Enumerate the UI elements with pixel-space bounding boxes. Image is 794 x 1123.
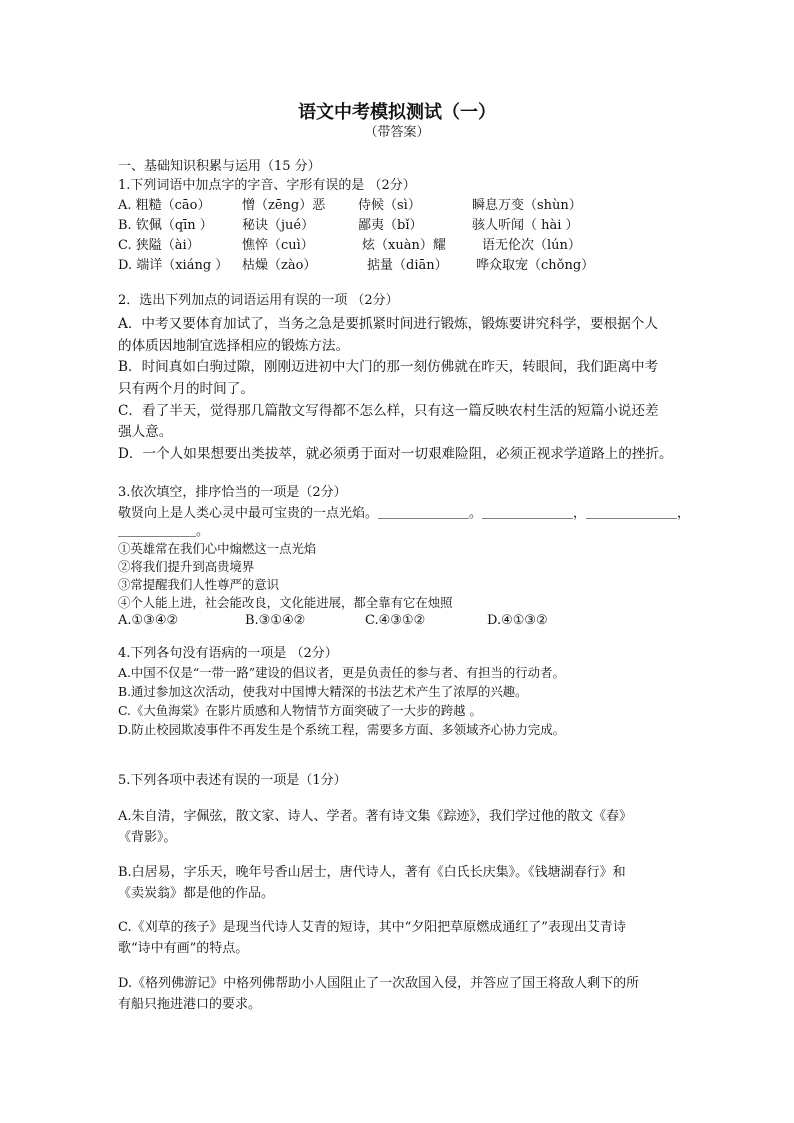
question-5-stem: 5.下列各项中表述有误的一项是（1分） bbox=[118, 773, 347, 788]
question-4-stem: 4.下列各句没有语病的一项是 （2分） bbox=[118, 646, 338, 661]
question-4-line: C.《大鱼海棠》在影片质感和人物情节方面突破了一大步的跨越 。 bbox=[118, 703, 482, 718]
question-5-option-d: 有船只拖进港口的要求。 bbox=[118, 997, 262, 1012]
question-3-blank-line: ＿＿＿＿＿＿。 bbox=[118, 524, 210, 539]
option-cell: 哗众取宠（chǒng） bbox=[476, 258, 595, 273]
question-2-line: 只有两个月的时间了。 bbox=[118, 381, 254, 397]
option-cell: 瞬息万变（shùn） bbox=[472, 198, 582, 213]
page-title: 语文中考模拟测试（一） bbox=[298, 102, 496, 123]
option-b: B.③①④② bbox=[245, 613, 306, 628]
question-3-item: ④个人能上进，社会能改良，文化能进展，都全靠有它在烛照 bbox=[118, 595, 453, 610]
question-2-stem: 2．选出下列加点的词语运用有误的一项 （2分） bbox=[118, 293, 399, 308]
question-5-option-c: 歌“诗中有画”的特点。 bbox=[118, 941, 249, 956]
page-subtitle: （带答案） bbox=[364, 125, 430, 140]
question-3-item: ②将我们提升到高贵境界 bbox=[118, 559, 255, 574]
option-cell: 炫（xuàn）耀 bbox=[362, 238, 446, 253]
option-cell: 骇人听闻（ hài ） bbox=[472, 218, 579, 233]
question-5-option-b: 《卖炭翁》都是他的作品。 bbox=[118, 886, 275, 901]
option-cell: 枯燥（zào） bbox=[242, 258, 317, 273]
option-cell: 憔悴（cuì） bbox=[242, 238, 314, 253]
option-cell: 语无伦次（lún） bbox=[482, 238, 581, 253]
option-cell: C. 狭隘（ài） bbox=[118, 238, 200, 253]
option-cell: 秘诀（jué） bbox=[242, 218, 315, 233]
question-5-option-a: A.朱自清，字佩弦，散文家、诗人、学者。著有诗文集《踪迹》，我们学过他的散文《春》 bbox=[118, 809, 633, 824]
question-3-item: ③常提醒我们人性尊严的意识 bbox=[118, 577, 280, 592]
option-a: A.①③④② bbox=[118, 613, 179, 628]
option-cell: D. 端详（xiáng ） bbox=[118, 258, 229, 273]
question-2-line: B．时间真如白驹过隙，刚刚迈进初中大门的那一刻仿佛就在昨天，转眼间，我们距离中考 bbox=[118, 359, 659, 375]
option-cell: 掂量（diān） bbox=[367, 258, 448, 273]
section-heading: 一、基础知识积累与运用（15 分） bbox=[118, 159, 321, 174]
option-c: C.④③①② bbox=[365, 613, 426, 628]
question-3-blank-line: 敬贤向上是人类心灵中最可宝贵的一点光焰。＿＿＿＿＿＿＿。＿＿＿＿＿＿＿，＿＿＿＿＿＿＿， bbox=[118, 506, 691, 521]
question-5-option-c: C.《刈草的孩子》是现当代诗人艾青的短诗，其中“夕阳把草原燃成通红了”表现出艾青诗 bbox=[118, 920, 626, 935]
question-5-option-d: D.《格列佛游记》中格列佛帮助小人国阻止了一次敌国入侵，并答应了国王将敌人剩下的所 bbox=[118, 976, 640, 991]
question-2-line: 强人意。 bbox=[118, 424, 173, 440]
question-4-line: D.防止校园欺凌事件不再发生是个系统工程，需要多方面、多领域齐心协力完成。 bbox=[118, 722, 566, 737]
option-cell: 憎（zēng）恶 bbox=[242, 198, 326, 213]
question-3-stem: 3.依次填空，排序恰当的一项是（2分） bbox=[118, 485, 347, 500]
option-cell: 鄙夷（bǐ） bbox=[358, 218, 423, 233]
question-5-option-a: 《背影》。 bbox=[118, 830, 177, 845]
option-d: D.④①③② bbox=[487, 613, 548, 628]
question-2-line: C．看了半天，觉得那几篇散文写得都不怎么样，只有这一篇反映农村生活的短篇小说还差 bbox=[118, 403, 659, 419]
question-4-line: B.通过参加这次活动，使我对中国博大精深的书法艺术产生了浓厚的兴趣。 bbox=[118, 684, 528, 699]
question-3-item: ①英雄常在我们心中煽燃这一点光焰 bbox=[118, 541, 317, 556]
question-2-line: D．一个人如果想要出类拔萃，就必须勇于面对一切艰难险阻，必须正视求学道路上的挫折。 bbox=[118, 446, 673, 462]
question-5-option-b: B.白居易，字乐天，晚年号香山居士，唐代诗人，著有《白氏长庆集》。《钱塘湖春行》和 bbox=[118, 865, 626, 880]
question-1-stem: 1.下列词语中加点字的字音、字形有误的是 （2分） bbox=[118, 178, 416, 193]
option-cell: A. 粗糙（cāo） bbox=[118, 198, 211, 213]
option-cell: B. 钦佩（qīn ） bbox=[118, 218, 213, 233]
question-2-line: 的体质因地制宜选择相应的锻炼方法。 bbox=[118, 338, 350, 354]
question-2-line: A．中考又要体育加试了，当务之急是要抓紧时间进行锻炼，锻炼要讲究科学，要根据个人 bbox=[118, 316, 658, 332]
question-4-line: A.中国不仅是“一带一路”建设的倡议者，更是负责任的参与者、有担当的行动者。 bbox=[118, 665, 565, 680]
option-cell: 侍候（sì） bbox=[358, 198, 421, 213]
